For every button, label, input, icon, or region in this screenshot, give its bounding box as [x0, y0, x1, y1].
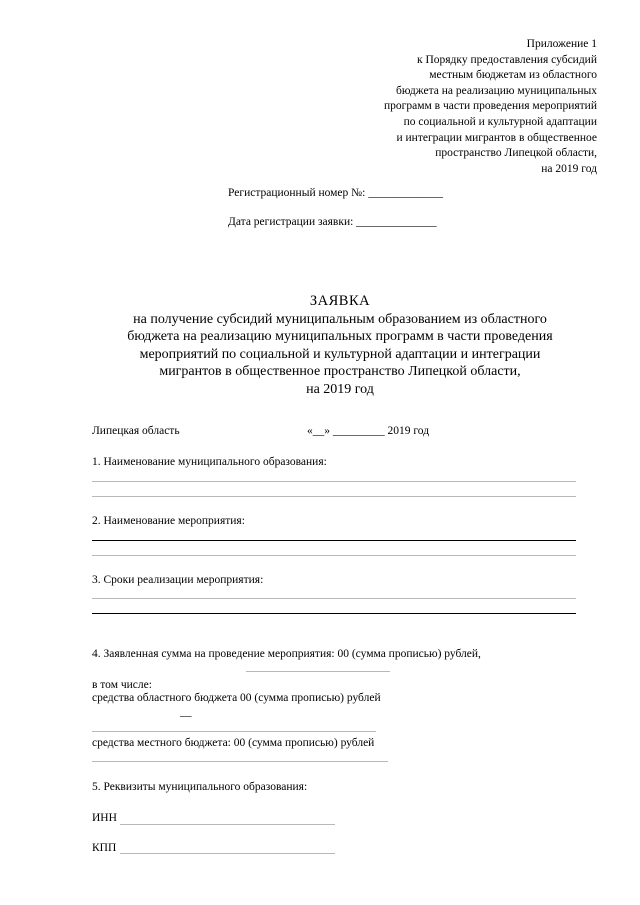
inn-line [120, 824, 335, 825]
local-budget-amount: средства местного бюджета: 00 (сумма прописью) рублей [92, 737, 375, 749]
registration-date: Дата регистрации заявки: ______________ [228, 216, 437, 228]
appendix-note [384, 37, 597, 177]
section-1-line-1 [92, 481, 576, 482]
section-3-label: 3. Сроки реализации мероприятия: [92, 574, 264, 586]
section-3-line-1 [92, 598, 576, 599]
appendix-line: местным бюджетам из областного [429, 69, 597, 82]
local-budget-line [92, 761, 388, 762]
title-line: мигрантов в общественное пространство Липецкой области, [159, 364, 521, 379]
application-date: «__» _________ 2019 год [307, 425, 430, 437]
appendix-line: Приложение 1 [526, 38, 597, 50]
section-3-line-2 [92, 613, 576, 614]
section-1-line-2 [92, 496, 576, 497]
appendix-line: на 2019 год [541, 162, 597, 175]
section-4-amount-line [246, 671, 390, 672]
document-title-block [80, 293, 600, 398]
title-line: на 2019 год [306, 381, 374, 397]
document-title: ЗАЯВКА [309, 293, 371, 309]
appendix-line: программ в части проведения мероприятий [384, 100, 597, 113]
title-line: мероприятий по социальной и культурной адаптации и интеграции [139, 346, 541, 362]
title-line: на получение субсидий муниципальным образованием из областного [133, 311, 547, 327]
registration-number: Регистрационный номер №: _____________ [228, 187, 443, 199]
regional-budget-dash: — [180, 710, 192, 722]
title-line: бюджета на реализацию муниципальных программ в части проведения [127, 329, 553, 344]
kpp-label: КПП [92, 842, 117, 854]
section-2-line-1 [92, 540, 576, 541]
section-2-line-2 [92, 555, 576, 556]
appendix-line: к Порядку предоставления субсидий [417, 53, 597, 66]
appendix-line: пространство Липецкой области, [435, 147, 597, 160]
appendix-line: по социальной и культурной адаптации [403, 115, 597, 128]
section-5-label: 5. Реквизиты муниципального образования: [92, 781, 308, 793]
section-2-label: 2. Наименование мероприятия: [92, 515, 245, 527]
inn-label: ИНН [92, 812, 117, 824]
kpp-line [120, 853, 335, 854]
section-4-including: в том числе: [92, 679, 152, 691]
regional-budget-line [92, 731, 376, 732]
appendix-line: и интеграции мигрантов в общественное [396, 131, 597, 144]
appendix-line: бюджета на реализацию муниципальных [395, 84, 597, 97]
section-4-label: 4. Заявленная сумма на проведение мероприятия: 00 (сумма прописью) рублей, [92, 648, 481, 660]
region-name: Липецкая область [92, 425, 180, 437]
section-1-label: 1. Наименование муниципального образования: [92, 456, 327, 468]
regional-budget-amount: средства областного бюджета 00 (сумма прописью) рублей [92, 692, 381, 704]
